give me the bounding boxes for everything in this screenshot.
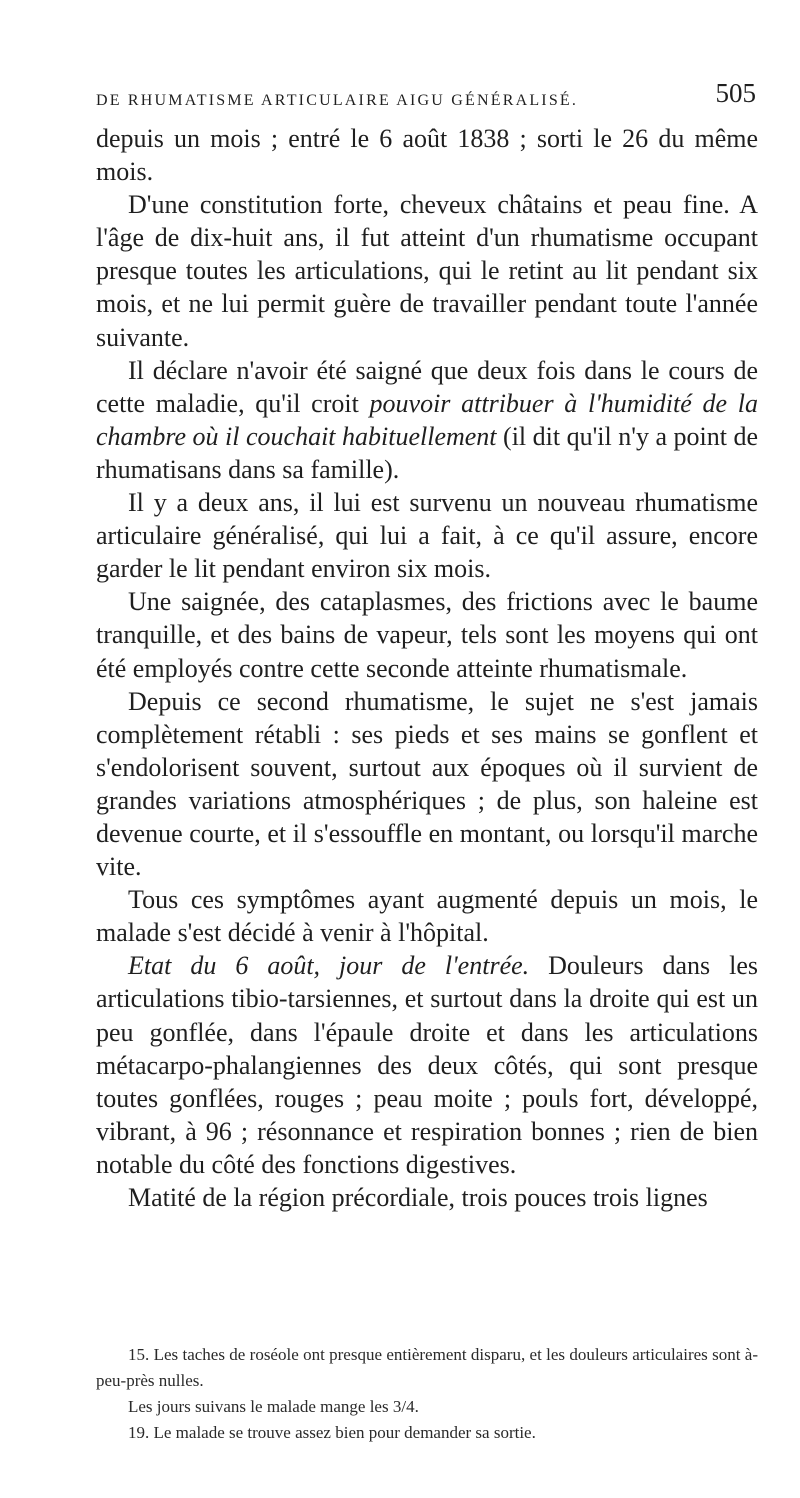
paragraph: Tous ces symptômes ayant augmenté depuis un mois, le malade s'est décidé à venir à l'hôpital. bbox=[96, 885, 758, 948]
paragraph-text: (il dit qu'il n'y a point de rhumatisans dans sa famille). bbox=[96, 421, 759, 484]
note-line: 19. Le malade se trouve assez bien pour demander sa sortie. bbox=[128, 1423, 536, 1442]
running-title: DE RHUMATISME ARTICULAIRE AIGU GÉNÉRALISÉ. bbox=[96, 92, 579, 109]
paragraph: Il y a deux ans, il lui est survenu un nouveau rhumatisme articulaire généralisé, qui lui a fait, à ce qu'il assure, encore garder le lit pendant environ six mois. bbox=[96, 488, 758, 584]
paragraph: D'une constitution forte, cheveux châtains et peau fine. A l'âge de dix-huit ans, il fut atteint d'un rhumatisme occupant presque toutes les articulations, qui le retint au lit pendant six mois, et ne lui permit guère de travailler pendant toute l'année suivante. bbox=[96, 190, 758, 352]
paragraph bbox=[96, 354, 758, 486]
paragraph-text: Il déclare n'avoir été saigné que deux fois dans le cours de cette maladie, qu'il croit bbox=[96, 355, 758, 418]
paragraph-text: Douleurs dans les articulations tibio-tarsiennes, et surtout dans la droite qui est un peu gonflée, dans l'épaule droite et dans les articulations métacarpo-phalangiennes des deux côtés, qui sont presque toutes gonflées, rouges ; peau moite ; pouls fort, développé, vibrant, à 96 ; résonnance et respiration bonnes ; rien de bien notable du côté des fonctions digestives. bbox=[96, 951, 758, 1179]
paragraph: Depuis ce second rhumatisme, le sujet ne s'est jamais complètement rétabli : ses pieds et ses mains se gonflent et s'endolorisent souvent, surtout aux époques où il survient de grandes variations atmosphériques ; de plus, son haleine est devenue courte, et il s'essouffle en montant, ou lorsqu'il marche vite. bbox=[96, 686, 758, 882]
note-line: 15. Les taches de roséole ont presque entièrement disparu, et les douleurs articulaires sont à-peu-près nulles. bbox=[96, 1345, 758, 1390]
italic-phrase: pouvoir attribuer à l'humidité de la chambre où il couchait habituellement bbox=[96, 388, 758, 451]
section-heading-italic: Etat du 6 août, jour de l'entrée. bbox=[128, 951, 530, 981]
paragraph: Matité de la région précordiale, trois pouces trois lignes bbox=[128, 1183, 708, 1212]
case-notes bbox=[96, 1342, 758, 1446]
paragraph: depuis un mois ; entré le 6 août 1838 ; sorti le 26 du même mois. bbox=[96, 124, 758, 187]
paragraph bbox=[96, 949, 758, 1181]
body-text bbox=[96, 122, 758, 1214]
page-number: 505 bbox=[715, 78, 756, 108]
paragraph: Une saignée, des cataplasmes, des frictions avec le baume tranquille, et des bains de vapeur, tels sont les moyens qui ont été employés contre cette seconde atteinte rhumatismale. bbox=[96, 587, 758, 683]
note-line: Les jours suivans le malade mange les 3/4. bbox=[128, 1397, 419, 1416]
page-header bbox=[96, 78, 756, 118]
